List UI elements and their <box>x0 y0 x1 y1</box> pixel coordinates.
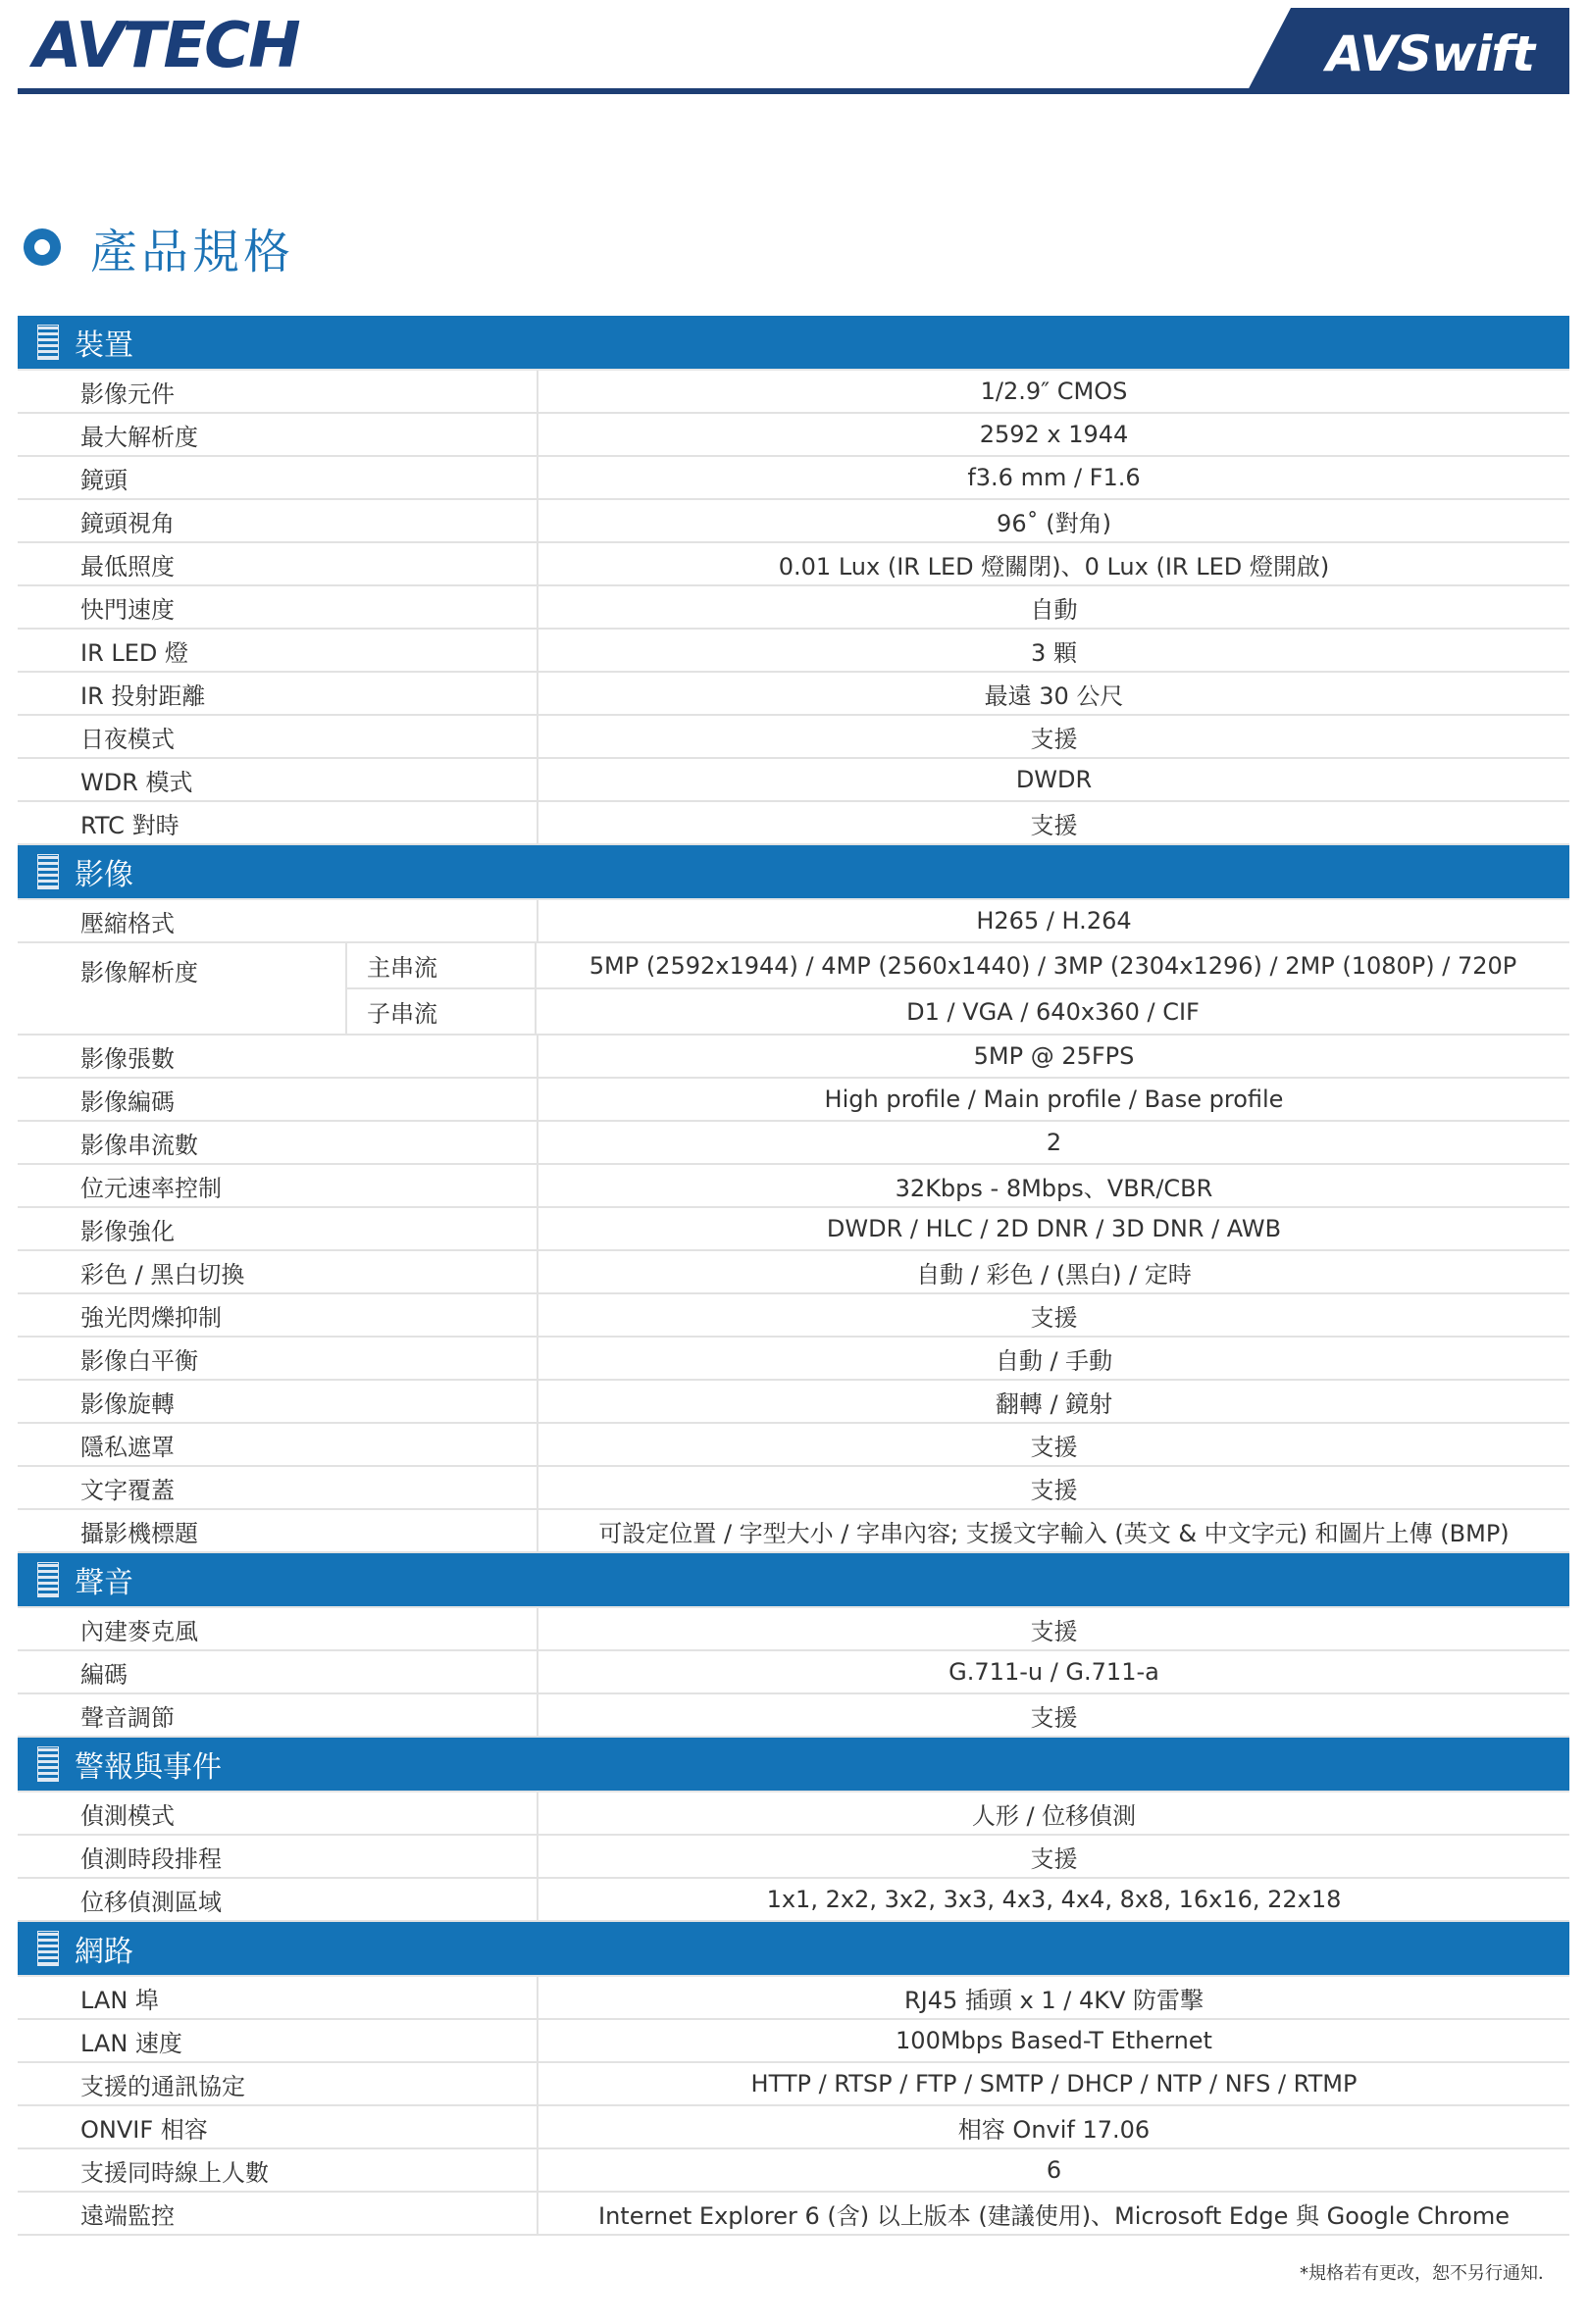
section-header <box>18 1922 1569 1977</box>
spec-value: 100Mbps Based-T Ethernet <box>896 2027 1212 2054</box>
spec-row <box>18 2193 1569 2236</box>
spec-value: 2 <box>1046 1129 1062 1156</box>
spec-value: 最遠 30 公尺 <box>984 682 1124 710</box>
spec-row <box>18 414 1569 457</box>
spec-value: 支援 <box>1030 811 1078 839</box>
spec-key: 位元速率控制 <box>18 1165 538 1206</box>
spec-key: 影像旋轉 <box>18 1381 538 1422</box>
section-title: 警報與事件 <box>75 1750 222 1785</box>
section-title: 影像 <box>75 858 133 892</box>
spec-row <box>18 943 1569 1036</box>
spec-value: 96˚ (對角) <box>997 509 1111 537</box>
spec-sub-row <box>347 987 1569 1034</box>
spec-row <box>18 2149 1569 2193</box>
spec-value: 支援 <box>1030 1703 1078 1732</box>
spec-key: 內建麥克風 <box>18 1608 538 1649</box>
spec-value: 1x1, 2x2, 3x2, 3x3, 4x3, 4x4, 8x8, 16x16, 22x18 <box>766 1886 1342 1913</box>
spec-row <box>18 500 1569 543</box>
spec-key: 彩色 / 黑白切換 <box>18 1251 538 1292</box>
spec-key: 日夜模式 <box>18 716 538 757</box>
spec-key: 支援同時線上人數 <box>18 2149 538 2191</box>
spec-key: 影像元件 <box>18 371 538 412</box>
spec-row <box>18 457 1569 500</box>
spec-row <box>18 1977 1569 2020</box>
spec-value: 可設定位置 / 字型大小 / 字串內容; 支援文字輸入 (英文 & 中文字元) 和圖片上傳 (BMP) <box>598 1519 1510 1547</box>
spec-row <box>18 1879 1569 1922</box>
spec-sub-key: 主串流 <box>347 943 537 987</box>
spec-row <box>18 1510 1569 1553</box>
spec-row <box>18 1694 1569 1738</box>
spec-key: 隱私遮罩 <box>18 1424 538 1465</box>
spec-key: RTC 對時 <box>18 802 538 843</box>
spec-value: 5MP @ 25FPS <box>973 1042 1135 1070</box>
spec-sub-rows <box>347 943 1569 1034</box>
spec-key: LAN 速度 <box>18 2020 538 2061</box>
spec-value: 1/2.9″ CMOS <box>980 378 1128 405</box>
spec-value: DWDR / HLC / 2D DNR / 3D DNR / AWB <box>826 1215 1282 1242</box>
spec-row <box>18 673 1569 716</box>
section-marker-icon <box>37 1746 59 1782</box>
spec-key: 影像串流數 <box>18 1122 538 1163</box>
spec-key: 影像白平衡 <box>18 1338 538 1379</box>
spec-value: 支援 <box>1030 1617 1078 1645</box>
spec-value: 自動 <box>1030 595 1078 624</box>
spec-value: 6 <box>1046 2156 1062 2184</box>
spec-key: 編碼 <box>18 1651 538 1692</box>
spec-row <box>18 1424 1569 1467</box>
spec-row <box>18 716 1569 759</box>
spec-table <box>18 316 1569 2236</box>
spec-value: 支援 <box>1030 1433 1078 1461</box>
section-title: 聲音 <box>75 1566 133 1600</box>
spec-row <box>18 543 1569 586</box>
spec-row <box>18 371 1569 414</box>
spec-value: 自動 / 彩色 / (黑白) / 定時 <box>916 1260 1192 1288</box>
spec-row <box>18 759 1569 802</box>
spec-key: 影像張數 <box>18 1036 538 1077</box>
spec-value: 支援 <box>1030 1844 1078 1873</box>
spec-value: 支援 <box>1030 1476 1078 1504</box>
spec-row <box>18 900 1569 943</box>
spec-key: 遠端監控 <box>18 2193 538 2234</box>
spec-value: 支援 <box>1030 1303 1078 1332</box>
spec-key: 偵測時段排程 <box>18 1836 538 1877</box>
spec-key: 鏡頭 <box>18 457 538 498</box>
spec-value: 3 顆 <box>1031 638 1077 667</box>
spec-row <box>18 1165 1569 1208</box>
spec-value: RJ45 插頭 x 1 / 4KV 防雷擊 <box>903 1986 1205 2014</box>
spec-row <box>18 1338 1569 1381</box>
spec-row <box>18 1836 1569 1879</box>
spec-key: 影像編碼 <box>18 1079 538 1120</box>
page-header <box>0 0 1589 108</box>
brand-logo-avswift: AVSwift <box>1326 25 1534 82</box>
spec-row <box>18 2063 1569 2106</box>
spec-key: LAN 埠 <box>18 1977 538 2018</box>
spec-value: H265 / H.264 <box>976 907 1132 935</box>
spec-row <box>18 1036 1569 1079</box>
section-marker-icon <box>37 1931 59 1966</box>
spec-row <box>18 1793 1569 1836</box>
spec-row <box>18 802 1569 845</box>
spec-value: 自動 / 手動 <box>995 1346 1113 1375</box>
section-title: 網路 <box>75 1935 133 1969</box>
spec-key: ONVIF 相容 <box>18 2106 538 2147</box>
page-title-block <box>24 218 294 277</box>
spec-row <box>18 1208 1569 1251</box>
spec-key: 鏡頭視角 <box>18 500 538 541</box>
section-header <box>18 845 1569 900</box>
spec-value: f3.6 mm / F1.6 <box>967 464 1141 491</box>
section-header <box>18 1738 1569 1793</box>
spec-value: Internet Explorer 6 (含) 以上版本 (建議使用)、Microsoft Edge 與 Google Chrome <box>598 2201 1510 2230</box>
spec-key: 影像強化 <box>18 1208 538 1249</box>
spec-key: IR LED 燈 <box>18 630 538 671</box>
spec-key: 偵測模式 <box>18 1793 538 1834</box>
spec-value: G.711-u / G.711-a <box>948 1658 1159 1686</box>
spec-row <box>18 2020 1569 2063</box>
footnote: *規格若有更改，恕不另行通知． <box>1300 2263 1556 2284</box>
section-marker-icon <box>37 1562 59 1597</box>
brand-logo-avtech: AVTECH <box>33 10 299 82</box>
spec-row <box>18 1122 1569 1165</box>
bullet-circle-icon <box>24 228 61 266</box>
spec-row <box>18 1251 1569 1294</box>
spec-value: 人形 / 位移偵測 <box>971 1801 1137 1830</box>
spec-row <box>18 586 1569 630</box>
spec-key: 最大解析度 <box>18 414 538 455</box>
spec-value: 支援 <box>1030 725 1078 753</box>
spec-key: 強光閃爍抑制 <box>18 1294 538 1336</box>
spec-row <box>18 2106 1569 2149</box>
spec-sub-value: D1 / VGA / 640x360 / CIF <box>906 997 1200 1026</box>
spec-value: 2592 x 1944 <box>979 421 1129 448</box>
section-title: 裝置 <box>75 328 133 363</box>
spec-row <box>18 1381 1569 1424</box>
spec-key: 位移偵測區域 <box>18 1879 538 1920</box>
spec-key: 文字覆蓋 <box>18 1467 538 1508</box>
spec-key: IR 投射距離 <box>18 673 538 714</box>
section-marker-icon <box>37 325 59 360</box>
spec-key: WDR 模式 <box>18 759 538 800</box>
section-header <box>18 316 1569 371</box>
spec-row <box>18 1294 1569 1338</box>
spec-key: 壓縮格式 <box>18 900 538 941</box>
spec-key: 支援的通訊協定 <box>18 2063 538 2104</box>
spec-key: 快門速度 <box>18 586 538 628</box>
spec-row <box>18 1608 1569 1651</box>
spec-value: High profile / Main profile / Base profile <box>824 1086 1284 1113</box>
spec-row <box>18 630 1569 673</box>
spec-value: 32Kbps - 8Mbps、VBR/CBR <box>895 1174 1213 1202</box>
spec-key: 影像解析度 <box>18 943 347 1034</box>
spec-sub-value: 5MP (2592x1944) / 4MP (2560x1440) / 3MP (2304x1296) / 2MP (1080P) / 720P <box>589 951 1517 980</box>
spec-key: 攝影機標題 <box>18 1510 538 1551</box>
spec-row <box>18 1079 1569 1122</box>
spec-value: 相容 Onvif 17.06 <box>957 2115 1151 2144</box>
spec-value: DWDR <box>1015 766 1093 793</box>
spec-row <box>18 1651 1569 1694</box>
page-title: 產品規格 <box>90 224 295 279</box>
spec-value: 0.01 Lux (IR LED 燈關閉)、0 Lux (IR LED 燈開啟) <box>778 552 1330 581</box>
section-marker-icon <box>37 854 59 889</box>
spec-sub-row <box>347 943 1569 987</box>
spec-row <box>18 1467 1569 1510</box>
spec-key: 最低照度 <box>18 543 538 584</box>
spec-sub-key: 子串流 <box>347 989 537 1034</box>
section-header <box>18 1553 1569 1608</box>
spec-key: 聲音調節 <box>18 1694 538 1736</box>
spec-value: 翻轉 / 鏡射 <box>995 1389 1113 1418</box>
spec-value: HTTP / RTSP / FTP / SMTP / DHCP / NTP / NFS / RTMP <box>750 2070 1358 2097</box>
